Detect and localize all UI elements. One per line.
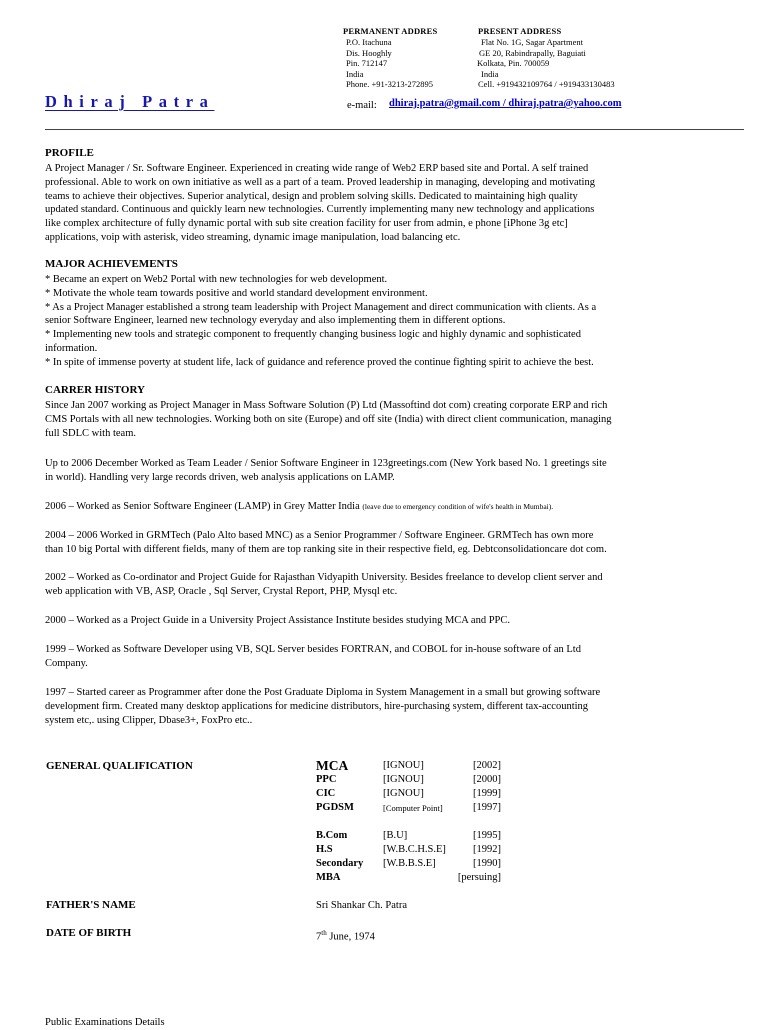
list-item: * In spite of immense poverty at student life, lack of guidance and reference proved the continue fighting spirit to achieve the best. [45,356,594,368]
present-address-line: GE 20, Rabindrapally, Baguiati [479,47,586,58]
header-divider [45,129,744,130]
profile-text: A Project Manager / Sr. Software Engineer. Experienced in creating wide range of Web2 ERP based site and Portal. A self trained professional. Able to work on own initiative as well as a part of a team. Proved leadership in managing, developing and motivating teams to achieve their objectives. Superior analytical, design and problem solving skills. Dedicated to maintaining high quality updated standard. Continuous and quickly learn new technologies. Currently implementing many new technology and applications like complex architecture of fully dynamic portal with sub site creation facility for user from admin, e phone [iPhone 3g etc] applications, voip with asterisk, video streaming, dynamic image manipulation, load balancing etc. [45,163,595,243]
year: [1990] [473,858,501,869]
year: [2002] [473,760,501,771]
year: [2000] [473,774,501,785]
career-paragraph: 1999 – Worked as Software Developer using VB, SQL Server besides FORTRAN, and COBOL for in-house software of an Ltd Company. [45,644,581,669]
board: [W.B.B.S.E] [383,858,436,869]
permanent-address-line: P.O. Itachuna [346,37,392,47]
board: [B.U] [383,830,408,841]
fathers-name-label: FATHER'S NAME [46,899,136,911]
career-paragraph: 2006 – Worked as Senior Software Engineer (LAMP) in Grey Matter India (leave due to emergency condition of wife's health in Mumbai). [45,501,554,512]
board: [IGNOU] [383,788,424,799]
year: [1992] [473,844,501,855]
year: [1997] [473,802,501,813]
list-item: * Became an expert on Web2 Portal with new technologies for web development. [45,274,388,285]
career-paragraph: Since Jan 2007 working as Project Manager in Mass Software Solution (P) Ltd (Massoftind dot com) creating corporate ERP and rich CMS Portals with all new technologies. Working both on site (Europe) and off site (India) with direct client communication, managing full SDLC with team. [45,400,612,439]
achievements-title: MAJOR ACHIEVEMENTS [45,258,178,270]
board: [Computer Point] [383,803,443,813]
qualification-degrees [316,759,363,885]
permanent-address-title: PERMANENT ADDRES [343,26,438,36]
career-paragraph: 2002 – Worked as Co-ordinator and Project Guide for Rajasthan Vidyapith University. Besides freelance to develop client server and web application with VB, ASP, Oracle , Sql Server, Crystal Report, PHP, Mysql etc. [45,572,603,597]
degree: PGDSM [316,802,354,813]
permanent-phone: Phone. +91-3213-272895 [346,79,433,89]
list-item: * Motivate the whole team towards positive and world standard development environment. [45,287,428,299]
present-address-line: Kolkata, Pin. 700059 [477,58,550,68]
email-label: e-mail: [347,100,377,111]
career-paragraph: 2004 – 2006 Worked in GRMTech (Palo Alto based MNC) as a Senior Programmer / Software Engineer. GRMTech has own more than 10 big Portal with different fields, many of them are top ranking site in their respective field, eg. Debtconsolidationcare dot com. [45,530,607,555]
list-item: senior Software Engineer, learned new technology everyday and also implementing them in different options. [45,315,506,327]
list-item: * Implementing new tools and strategic component to frequently changing business logic and highly dynamic and sophisticated [45,329,581,341]
qualification-title: GENERAL QUALIFICATION [46,760,193,772]
present-cell: Cell. +919432109764 / +919433130483 [478,79,615,89]
degree: CIC [316,788,336,799]
fathers-name-value: Sri Shankar Ch. Patra [316,900,407,911]
degree: MCA [316,758,349,773]
degree: H.S [316,844,333,855]
permanent-address-line: Pin. 712147 [346,58,388,68]
degree: B.Com [316,830,348,841]
present-address-line: India [481,68,499,79]
permanent-address-line: India [346,68,364,79]
year: [1995] [473,830,501,841]
dob-value: 7th June, 1974 [316,929,375,943]
qualification-years [420,759,501,885]
permanent-address-line: Dis. Hooghly [346,47,392,58]
present-address-line: Flat No. 1G, Sagar Apartment [481,37,583,47]
profile-title: PROFILE [45,147,94,159]
career-paragraph: Up to 2006 December Worked as Team Leader / Senior Software Engineer in 123greetings.com (New York based No. 1 greetings site in world). Handling very large records driven, web analysis applications on LAMP. [45,458,607,483]
email-link[interactable]: dhiraj.patra@gmail.com / dhiraj.patra@yahoo.com [389,98,622,109]
public-exam-heading: Public Examinations Details [45,1017,165,1028]
degree: MBA [316,872,341,883]
career-paragraph: 2000 – Worked as a Project Guide in a University Project Assistance Institute besides studying MCA and PPC. [45,615,510,626]
present-address-title: PRESENT ADDRESS [478,26,562,36]
board: [W.B.C.H.S.E] [383,844,446,855]
candidate-name: Dhiraj Patra [45,92,215,111]
list-item: * As a Project Manager established a strong team leadership with Project Management and direct communication with clients. As a [45,301,597,313]
career-title: CARRER HISTORY [45,384,145,396]
career-paragraph: 1997 – Started career as Programmer after done the Post Graduate Diploma in System Management in a small but growing software development firm. Created many desktop applications for medicine distributors, hire-purchasing system, different tax-accounting system etc,. using Clipper, Dbase3+, FoxPro etc.. [45,687,601,726]
degree: PPC [316,774,337,785]
year: [persuing] [457,872,501,883]
list-item: information. [45,342,98,354]
board: [IGNOU] [383,774,424,785]
dob-label: DATE OF BIRTH [46,927,132,939]
board: [IGNOU] [383,760,424,771]
achievements-list [45,273,745,370]
degree: Secondary [316,858,364,869]
year: [1999] [473,788,501,799]
